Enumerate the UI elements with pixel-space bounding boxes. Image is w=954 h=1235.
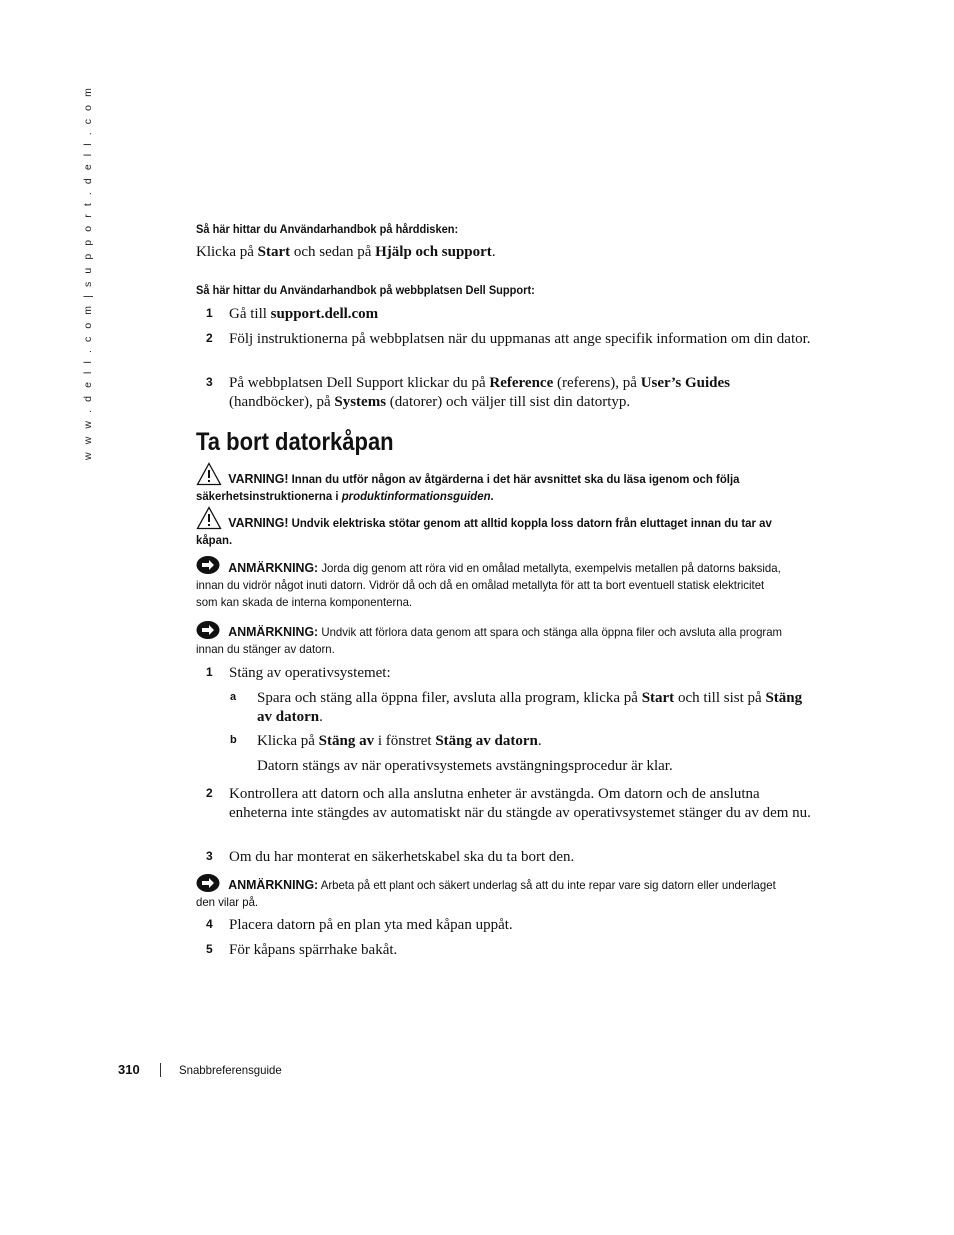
footer-divider: [160, 1063, 161, 1077]
step-number: 1: [206, 665, 213, 679]
link-support-dell[interactable]: support.dell.com: [270, 306, 379, 322]
subheading-dell-support: Så här hittar du Användarhandbok på webbplatsen Dell Support:: [196, 283, 535, 297]
note-body: Undvik att förlora data genom att spara och stänga alla öppna filer och avsluta alla program innan du stänger av datorn.: [196, 625, 783, 656]
warning-text: [196, 514, 785, 549]
bold-help-support: Hjälp och support: [375, 244, 492, 260]
text: Gå till: [229, 306, 271, 322]
text: och sedan på: [290, 244, 376, 260]
bold-shut-down-window: Stäng av datorn: [435, 733, 538, 749]
text: (datorer) och väljer till sist din datortyp.: [386, 394, 631, 410]
substep-text: [257, 689, 817, 727]
note-body: Arbeta på ett plant och säkert underlag så att du inte repar vare sig datorn eller underlaget den vilar på.: [196, 878, 776, 909]
step-text: Följ instruktionerna på webbplatsen när du uppmanas att ange specifik information om din dator.: [229, 331, 811, 347]
bold-start: Start: [257, 244, 291, 260]
text: Klicka på: [196, 244, 258, 260]
note-label: ANMÄRKNING:: [228, 624, 319, 639]
text: .: [319, 709, 323, 725]
note-body: Jorda dig genom att röra vid en omålad metallyta, exempelvis metallen på datorns baksida, innan du vidrör något inuti datorn. Vidrör då och då en omålad metallyta för att ta bort eventuell statisk elektricitet som kan skada de interna komponenterna.: [196, 561, 781, 609]
step-text: Kontrollera att datorn och alla anslutna enheter är avstängda. Om datorn och de anslutna enheterna inte stängdes av automatiskt när du stängde av operativsystemet stänger du av dem nu.: [229, 786, 811, 821]
text: (referens), på: [553, 375, 641, 391]
subheading-hard-disk: Så här hittar du Användarhandbok på hårddisken:: [196, 222, 459, 236]
bold-shut-down-option: Stäng av: [318, 733, 375, 749]
step-text: Placera datorn på en plan yta med kåpan uppåt.: [229, 917, 513, 933]
bold-start: Start: [641, 690, 675, 706]
step-number: 5: [206, 942, 213, 956]
page-number: 310: [118, 1062, 140, 1077]
note-text: [196, 876, 785, 911]
note-text: [196, 559, 785, 611]
footer-title: Snabbreferensguide: [179, 1063, 282, 1077]
step-text: [229, 305, 814, 324]
step-number: 3: [206, 375, 213, 389]
text: och till sist på: [674, 690, 766, 706]
step-number: 3: [206, 849, 213, 863]
bold-reference: Reference: [489, 375, 554, 391]
text: (handböcker), på: [229, 394, 335, 410]
step-number: 1: [206, 306, 213, 320]
bold-systems: Systems: [334, 394, 387, 410]
substep-note-text: Datorn stängs av när operativsystemets avstängningsprocedur är klar.: [257, 758, 673, 774]
step-text: För kåpans spärrhake bakåt.: [229, 942, 398, 958]
text: .: [491, 244, 496, 260]
text: Spara och stäng alla öppna filer, avsluta alla program, klicka på: [257, 690, 642, 706]
italic-guide-name: produktinformationsguiden: [341, 489, 491, 503]
substep-letter: b: [230, 734, 237, 746]
text: Klicka på: [257, 733, 319, 749]
warning-body: Innan du utför någon av åtgärderna i det här avsnittet ska du läsa igenom och följa säkerhetsinstruktionerna i: [196, 472, 740, 503]
step-text: Stäng av operativsystemet:: [229, 665, 391, 681]
step-text: [229, 374, 814, 412]
substep-letter: a: [230, 691, 237, 703]
step-number: 4: [206, 917, 213, 931]
page-title: Ta bort datorkåpan: [196, 428, 394, 456]
step-text: Om du har monterat en säkerhetskabel ska du ta bort den.: [229, 849, 575, 865]
text: På webbplatsen Dell Support klickar du på: [229, 375, 490, 391]
text: i fönstret: [374, 733, 436, 749]
warning-label: VARNING!: [228, 515, 289, 530]
warning-label: VARNING!: [228, 471, 289, 486]
warning-body: Undvik elektriska stötar genom att alltid koppla loss datorn från eluttaget innan du tar av kåpan.: [196, 516, 772, 547]
bold-shut-down: Stäng av datorn: [257, 690, 803, 725]
text: .: [537, 733, 542, 749]
warning-text: [196, 470, 785, 505]
substep-text: [257, 732, 817, 751]
note-text: [196, 623, 785, 658]
note-label: ANMÄRKNING:: [228, 877, 319, 892]
paragraph-hard-disk: [196, 244, 496, 261]
bold-users-guides: User’s Guides: [640, 375, 730, 391]
text: .: [490, 489, 494, 503]
step-number: 2: [206, 331, 213, 345]
sidebar-url: w w w . d e l l . c o m | s u p p o r t . d e l l . c o m: [82, 85, 94, 460]
note-label: ANMÄRKNING:: [228, 560, 319, 575]
step-number: 2: [206, 786, 213, 800]
